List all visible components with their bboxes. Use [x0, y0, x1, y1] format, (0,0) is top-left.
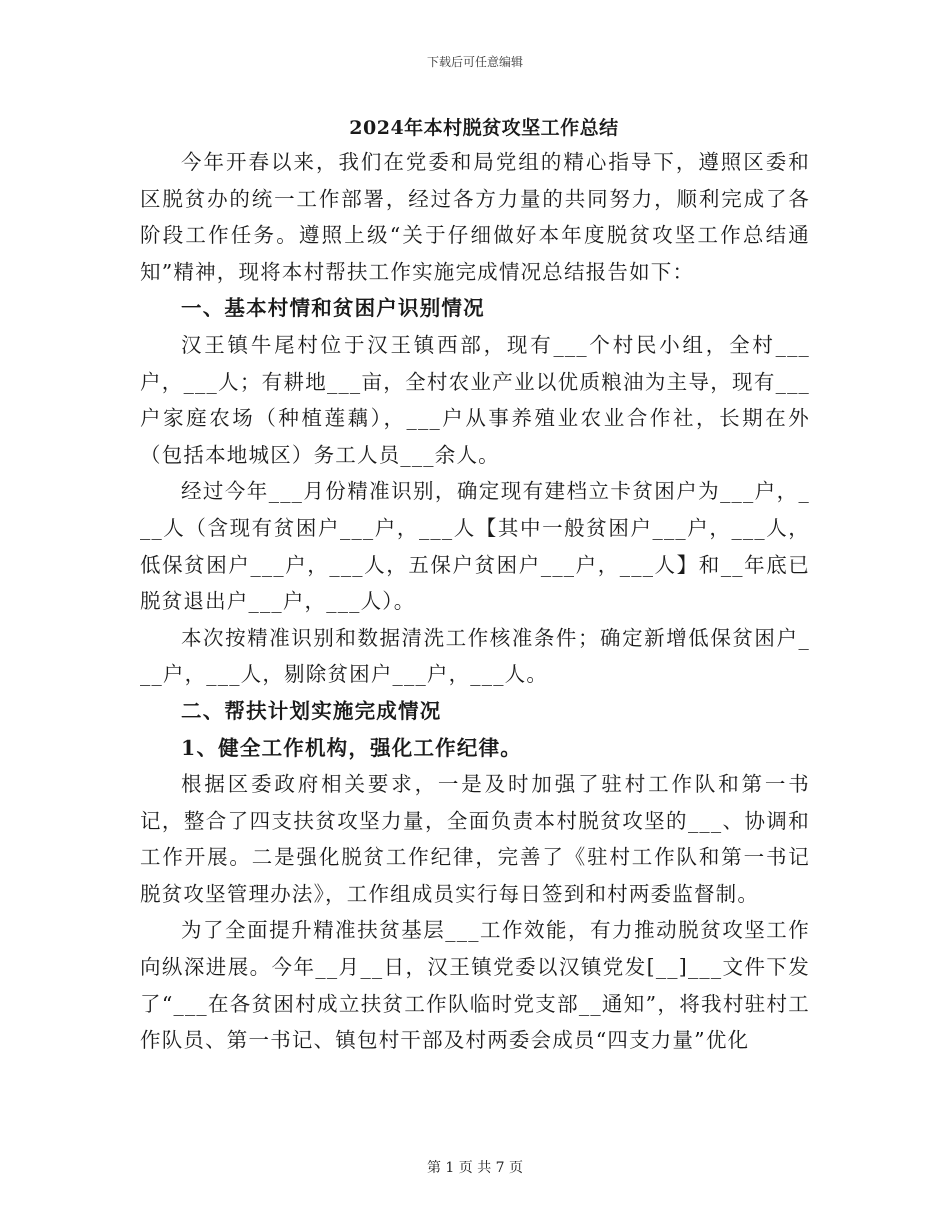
intro-paragraph: 今年开春以来，我们在党委和局党组的精心指导下，遵照区委和区脱贫办的统一工作部署，经过各方力量的共同努力，顺利完成了各阶段工作任务。遵照上级“关于仔细做好本年度脱贫攻坚工作总结通知”精神，现将本村帮扶工作实施完成情况总结报告如下： [140, 150, 810, 284]
section-heading-2: 二、帮扶计划实施完成情况 [181, 698, 442, 723]
village-info-paragraph: 汉王镇牛尾村位于汉王镇西部，现有___个村民小组，全村___户，___人；有耕地___亩，全村农业产业以优质粮油为主导，现有___户家庭农场（种植莲藕），___户从事养殖业农业合作社，长期在外（包括本地城区）务工人员___余人。 [140, 332, 810, 467]
document-title: 2024年本村脱贫攻坚工作总结 [349, 117, 619, 139]
party-branch-paragraph: 为了全面提升精准扶贫基层___工作效能，有力推动脱贫攻坚工作向纵深进展。今年__月__日，汉王镇党委以汉镇党发[__]___文件下发了“___在各贫困村成立扶贫工作队临时党支部__通知”，将我村驻村工作队员、第一书记、镇包村干部及村两委会成员“四支力量”优化 [140, 918, 810, 1053]
subsection-heading-1: 1、健全工作机构，强化工作纪律。 [181, 735, 522, 760]
section-heading-1: 一、基本村情和贫困户识别情况 [181, 296, 485, 321]
identification-paragraph: 经过今年___月份精准识别，确定现有建档立卡贫困户为___户，___人（含现有贫困户___户，___人【其中一般贫困户___户，___人，低保贫困户___户，___人，五保户贫困户___户，___人】和__年底已脱贫退出户___户，___人）。 [140, 479, 810, 614]
document-body [140, 112, 810, 1059]
page-footer: 第 1 页 共 7 页 [426, 1160, 524, 1176]
organization-paragraph: 根据区委政府相关要求，一是及时加强了驻村工作队和第一书记，整合了四支扶贫攻坚力量，全面负责本村脱贫攻坚的___、协调和工作开展。二是强化脱贫工作纪律，完善了《驻村工作队和第一书记脱贫攻坚管理办法》，工作组成员实行每日签到和村两委监督制。 [140, 772, 810, 906]
verification-paragraph: 本次按精准识别和数据清洗工作核准条件；确定新增低保贫困户___户，___人，剔除贫困户___户，___人。 [140, 625, 810, 687]
header-note: 下载后可任意编辑 [426, 55, 523, 69]
